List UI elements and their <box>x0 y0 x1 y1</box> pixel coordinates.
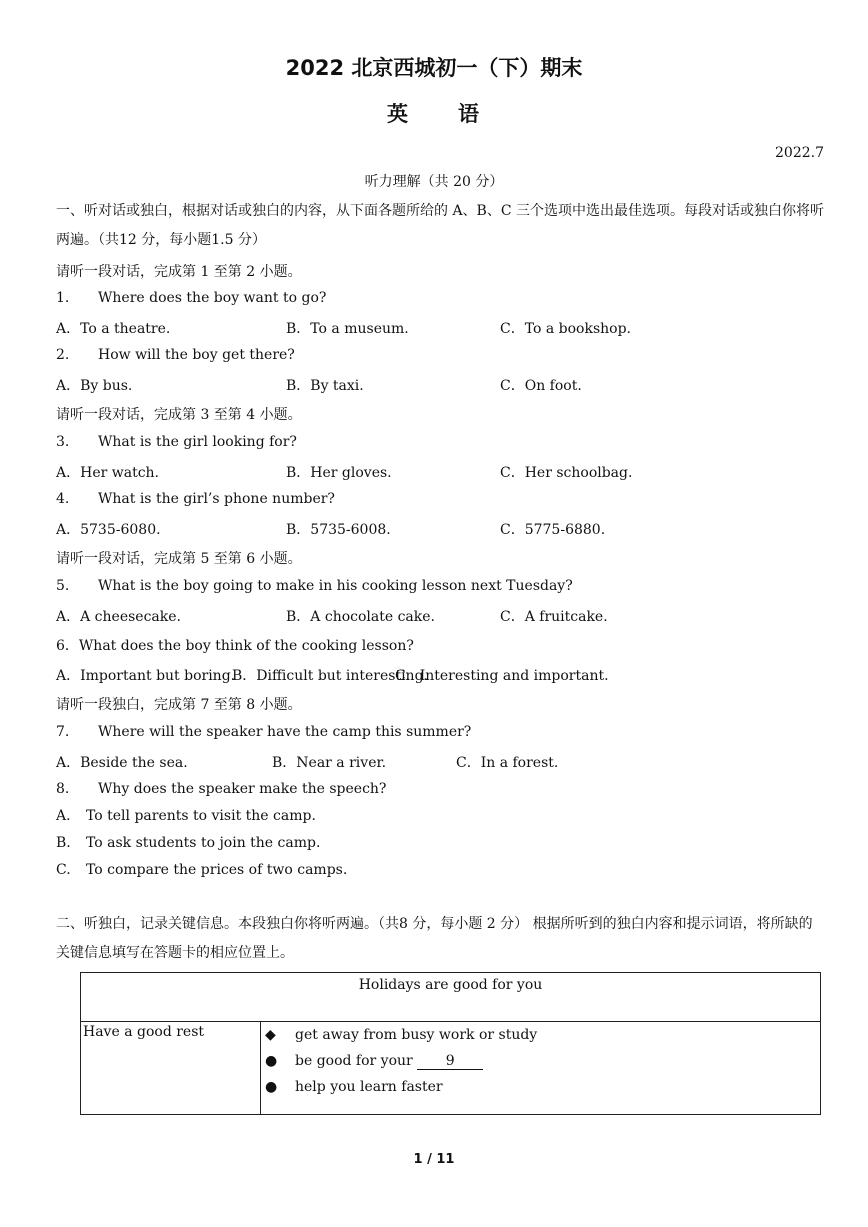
option-text: To tell parents to visit the camp. <box>86 808 316 824</box>
option-c: C．5775-6880. <box>500 522 606 538</box>
notes-table <box>80 972 821 1115</box>
bullet-item <box>261 1022 820 1048</box>
option-b: B．By taxi. <box>286 378 364 394</box>
question <box>56 434 297 450</box>
option-b: B．Difficult but interesting. <box>232 668 428 684</box>
option-label: B. <box>56 835 71 851</box>
option-b: B．5735-6008. <box>286 522 391 538</box>
answer-blank-9[interactable]: 9 <box>417 1053 483 1070</box>
question-number: 1. <box>56 290 70 306</box>
question-number: 6． <box>56 638 79 654</box>
option-text: To compare the prices of two camps. <box>86 862 348 878</box>
question-number: 3. <box>56 434 70 450</box>
bullet-item <box>261 1074 820 1100</box>
option-c: C．To a bookshop. <box>500 321 631 337</box>
question-number: 5. <box>56 578 70 594</box>
option-c <box>56 862 347 878</box>
bullet-text: help you learn faster <box>295 1079 443 1095</box>
part1-intro: 一、听对话或独白，根据对话或独白的内容，从下面各题所给的 A、B、C 三个选项中选出最佳选项。每段对话或独白你将听两遍。（共12 分，每小题1.5 分） <box>56 203 825 248</box>
question-text: Why does the speaker make the speech? <box>98 781 387 797</box>
option-c: C．Interesting and important. <box>395 668 609 684</box>
question-number: 2. <box>56 347 70 363</box>
option-c: C．On foot. <box>500 378 582 394</box>
question <box>56 578 573 594</box>
subject-char-1: 英 <box>387 102 410 126</box>
question <box>56 491 335 507</box>
instruction: 请听一段对话，完成第 3 至第 4 小题。 <box>56 407 302 423</box>
option-c: C．In a forest. <box>456 755 559 771</box>
instruction: 请听一段对话，完成第 5 至第 6 小题。 <box>56 551 302 567</box>
question-text: Where does the boy want to go? <box>98 290 327 306</box>
subject-title <box>0 98 868 128</box>
question <box>56 635 414 655</box>
bullet-item <box>261 1048 820 1074</box>
row-label: Have a good rest <box>81 1022 261 1115</box>
option-text: To ask students to join the camp. <box>86 835 321 851</box>
option-a: A．Beside the sea. <box>56 755 188 771</box>
option-label: C. <box>56 862 71 878</box>
question-text: What is the girl looking for? <box>98 434 297 450</box>
option-a: A．5735-6080. <box>56 522 161 538</box>
bullet-text: get away from busy work or study <box>295 1027 538 1043</box>
section-heading: 听力理解（共 20 分） <box>364 174 504 190</box>
row-content <box>261 1022 821 1115</box>
option-c: C．Her schoolbag. <box>500 465 633 481</box>
table-title: Holidays are good for you <box>81 973 821 1022</box>
option-a: A．By bus. <box>56 378 133 394</box>
dot-bullet-icon: ● <box>265 1079 278 1095</box>
question <box>56 724 471 740</box>
option-b: B．Her gloves. <box>286 465 392 481</box>
instruction: 请听一段独白，完成第 7 至第 8 小题。 <box>56 697 302 713</box>
instruction: 请听一段对话，完成第 1 至第 2 小题。 <box>56 264 302 280</box>
question <box>56 290 326 306</box>
question-number: 8. <box>56 781 70 797</box>
question-text: What is the boy going to make in his cooking lesson next Tuesday? <box>98 578 573 594</box>
option-b: B．To a museum. <box>286 321 409 337</box>
option-a: A．Important but boring. <box>56 668 236 684</box>
question-text: What does the boy think of the cooking lesson? <box>78 638 414 654</box>
exam-title: 2022 北京西城初一（下）期末 <box>285 56 583 80</box>
dot-bullet-icon: ● <box>265 1053 278 1069</box>
question <box>56 781 386 797</box>
option-b: B．Near a river. <box>272 755 387 771</box>
page-number: 1 / 11 <box>413 1152 455 1167</box>
question-text: Where will the speaker have the camp this summer? <box>98 724 472 740</box>
option-label: A. <box>56 808 71 824</box>
option-a <box>56 808 316 824</box>
option-a: A．To a theatre. <box>56 321 171 337</box>
exam-date: 2022.7 <box>775 145 824 161</box>
question-text: How will the boy get there? <box>98 347 295 363</box>
option-c: C．A fruitcake. <box>500 609 608 625</box>
question-number: 4. <box>56 491 70 507</box>
option-a: A．A cheesecake. <box>56 609 181 625</box>
option-a: A．Her watch. <box>56 465 160 481</box>
option-b <box>56 835 320 851</box>
bullet-text: be good for your <box>295 1053 413 1069</box>
part2-intro: 二、听独白，记录关键信息。本段独白你将听两遍。（共8 分，每小题 2 分） 根据所听到的独白内容和提示词语，将所缺的关键信息填写在答题卡的相应位置上。 <box>56 916 813 961</box>
option-b: B．A chocolate cake. <box>286 609 435 625</box>
subject-char-2: 语 <box>458 102 481 126</box>
diamond-bullet-icon: ◆ <box>265 1027 276 1043</box>
question-number: 7. <box>56 724 70 740</box>
question <box>56 347 295 363</box>
question-text: What is the girl’s phone number? <box>98 491 335 507</box>
